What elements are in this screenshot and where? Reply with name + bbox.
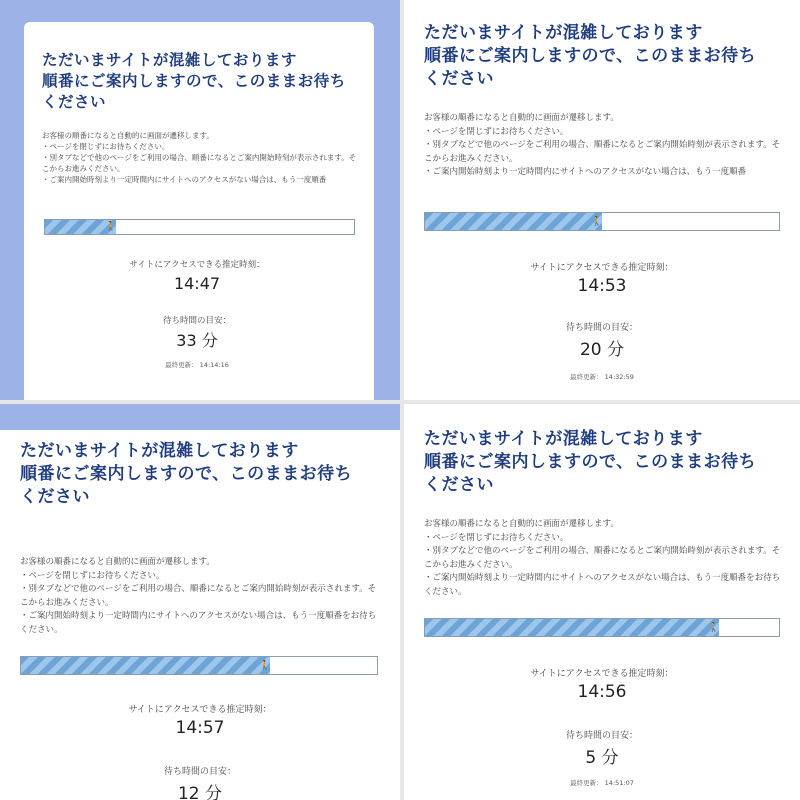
queue-progress-bar (44, 219, 355, 235)
wait-label: 待ち時間の目安： (163, 767, 236, 777)
wait-time: 20 分 (579, 340, 625, 360)
eta-label: サイトにアクセスできる推定時刻： (530, 669, 674, 679)
wait-label: 待ち時間の目安： (162, 316, 231, 326)
waiting-room-card (0, 430, 400, 800)
collage-divider-horizontal (0, 400, 800, 404)
description (424, 112, 784, 180)
description-line: ・ご案内開始時刻より一定時間内にサイトへのアクセスがない場合は、もう一度順番をお待ちください。 (424, 573, 781, 597)
panel-2 (404, 0, 800, 400)
last-updated: 最終更新： 14:14:16 (165, 361, 229, 369)
eta-time: 14:53 (577, 276, 627, 296)
description (424, 518, 784, 599)
walking-person-icon: 🚶 (259, 660, 271, 671)
description (20, 556, 380, 637)
progress-fill (425, 619, 719, 636)
description-line: ・別タブなどで他のページをご利用の場合、順番になるとご案内開始時刻が表示されます。そこからお進みください。 (42, 153, 357, 173)
panel-3 (0, 404, 400, 800)
progress-fill (21, 657, 270, 674)
description-line: お客様の順番になると自動的に画面が遷移します。 (42, 131, 214, 140)
page-title: ただいまサイトが混雑しております 順番にご案内しますので、このままお待ち ください (20, 441, 353, 507)
eta-time: 14:57 (175, 718, 225, 738)
page-title: ただいまサイトが混雑しております 順番にご案内しますので、このままお待ち ください (424, 429, 757, 495)
header-band (0, 404, 400, 430)
last-updated: 最終更新： 14:51:07 (570, 779, 634, 787)
description-line: ・ご案内開始時刻より一定時間内にサイトへのアクセスがない場合は、もう一度順番 (42, 175, 327, 184)
description-line: ・ページを閉じずにお待ちください。 (42, 142, 170, 151)
description-line: ・別タブなどで他のページをご利用の場合、順番になるとご案内開始時刻が表示されます。そこからお進みください。 (20, 584, 377, 608)
description-line: お客様の順番になると自動的に画面が遷移します。 (20, 557, 215, 567)
wait-label: 待ち時間の目安： (565, 323, 638, 333)
eta-label: サイトにアクセスできる推定時刻： (530, 263, 674, 273)
eta-label: サイトにアクセスできる推定時刻： (128, 705, 272, 715)
queue-progress-bar (20, 656, 378, 675)
description (42, 130, 362, 185)
description-line: ・別タブなどで他のページをご利用の場合、順番になるとご案内開始時刻が表示されます。そこからお進みください。 (424, 140, 781, 164)
description-line: お客様の順番になると自動的に画面が遷移します。 (424, 519, 619, 529)
wait-time: 33 分 (176, 331, 218, 350)
description-line: ・ページを閉じずにお待ちください。 (424, 126, 569, 137)
page-title: ただいまサイトが混雑しております 順番にご案内しますので、このままお待ち ください (424, 23, 757, 89)
walking-person-icon: 🚶 (105, 222, 117, 232)
queue-progress-bar (424, 618, 780, 637)
wait-label: 待ち時間の目安： (565, 731, 638, 741)
panel-4 (404, 404, 800, 800)
waiting-room-card (24, 22, 374, 400)
walking-person-icon: 🚶 (591, 216, 603, 227)
panel-1 (0, 0, 400, 400)
eta-time: 14:47 (173, 274, 221, 293)
description-line: お客様の順番になると自動的に画面が遷移します。 (424, 113, 619, 123)
queue-progress-bar (424, 212, 780, 231)
description-line: ・ご案内開始時刻より一定時間内にサイトへのアクセスがない場合は、もう一度順番をお待ちください。 (20, 611, 377, 635)
page-title: ただいまサイトが混雑しております 順番にご案内しますので、このままお待ち ください (42, 51, 346, 111)
wait-time: 12 分 (177, 784, 223, 800)
waiting-room-card (404, 404, 800, 800)
last-updated: 最終更新： 14:32:59 (570, 373, 634, 381)
eta-time: 14:56 (577, 682, 627, 702)
waiting-room-card (404, 0, 800, 400)
progress-fill (425, 213, 602, 230)
description-line: ・ご案内開始時刻より一定時間内にサイトへのアクセスがない場合は、もう一度順番 (424, 167, 747, 177)
description-line: ・別タブなどで他のページをご利用の場合、順番になるとご案内開始時刻が表示されます。そこからお進みください。 (424, 546, 781, 570)
description-line: ・ページを閉じずにお待ちください。 (20, 570, 165, 581)
eta-label: サイトにアクセスできる推定時刻： (129, 260, 265, 270)
walking-person-icon: 🚶 (708, 622, 720, 633)
wait-time: 5 分 (585, 748, 619, 768)
description-line: ・ページを閉じずにお待ちください。 (424, 532, 569, 543)
